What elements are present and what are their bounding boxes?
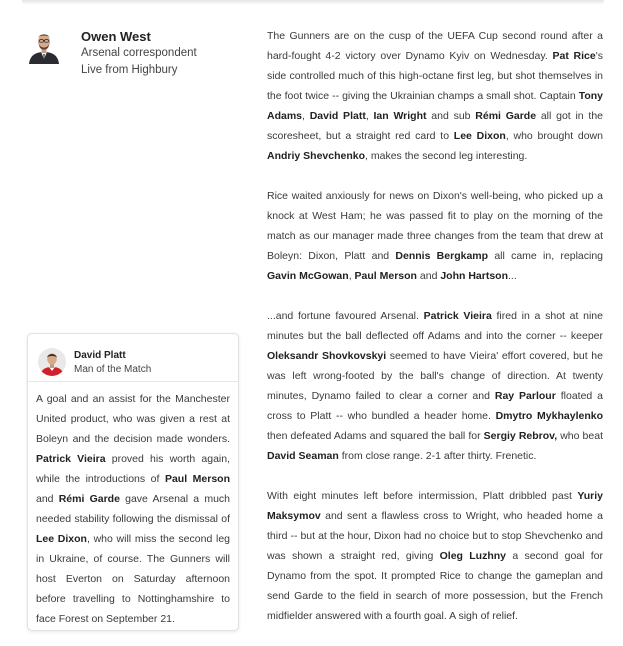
player-name: Patrick Vieira [423, 310, 492, 322]
text-run: and [36, 493, 59, 505]
text-run: all came in, replacing [488, 250, 604, 262]
player-name: Tony Adams [267, 90, 603, 122]
text-run: and [416, 270, 441, 282]
text-run: from close range. 2-1 after thirty. Frenetic. [338, 450, 537, 462]
player-name: John Hartson [440, 270, 508, 282]
text-run: all got in the scoresheet, but a straight red card to [267, 110, 603, 142]
text-run: gave Arsenal a much needed stability following the dismissal of [36, 493, 230, 525]
text-run: , who brought down [505, 130, 603, 142]
motm-name: David Platt [74, 350, 126, 361]
motm-divider [28, 381, 238, 382]
author-name: Owen West [81, 29, 151, 44]
text-run: Rice waited anxiously for news on Dixon's well-being, who picked up a knock at West Ham; he was passed fit to play on the morning of the match as our manager made three changes from the team that drew at Boleyn: Dixon, Platt and [267, 190, 603, 262]
text-run: who beat [557, 430, 603, 442]
motm-role: Man of the Match [74, 364, 152, 375]
player-name: Oleksandr Shovkovskyi [267, 350, 387, 362]
text-run: proved his worth again, while the introductions of [36, 453, 230, 485]
motm-body [36, 389, 230, 629]
player-name: Oleg Luzhny [439, 550, 507, 562]
text-run: , [348, 270, 355, 282]
text-run: fired in a shot at nine minutes but the ball deflected off Adams and into the corner -- keeper [267, 310, 603, 342]
player-name: Dennis Bergkamp [395, 250, 489, 262]
man-of-the-match-card [28, 334, 238, 630]
article-body [267, 26, 603, 646]
text-run: then defeated Adams and squared the ball for [267, 430, 484, 442]
player-name: Yuriy Maksymov [267, 490, 603, 522]
text-run: 's side controlled much of this high-octane first leg, but shot themselves in the foot twice -- giving the Ukrainian champs a small shot. Captain [267, 50, 603, 102]
article-paragraph [267, 306, 603, 466]
author-byline [26, 26, 256, 74]
text-run: and sent a flawless cross to Wright, who headed home a third -- but at the hour, Dixon had no choice but to stop Shevchenko and was shown a straight red, giving [267, 510, 603, 562]
text-run: With eight minutes left before intermission, Platt dribbled past [267, 490, 578, 502]
text-run: and sub [426, 110, 476, 122]
text-run: The Gunners are on the cusp of the UEFA Cup second round after a hard-fought 4-2 victory over Dynamo Kyiv on Wednesday. [267, 30, 603, 62]
author-role: Arsenal correspondent [81, 47, 197, 59]
player-name: Ray Parlour [494, 390, 556, 402]
player-name: Rémi Garde [475, 110, 537, 122]
article-paragraph [267, 26, 603, 166]
player-name: Paul Merson [354, 270, 417, 282]
text-run: floated a cross to Platt -- who bundled a header home. [267, 390, 604, 422]
player-name: Rémi Garde [58, 493, 120, 505]
player-name: Lee Dixon [453, 130, 506, 142]
text-run: , who will miss the second leg in Ukraine, of course. The Gunners will host Everton on Saturday afternoon before travelling to Nottinghamshire to face Forest on September 21. [36, 533, 230, 625]
motm-avatar [38, 348, 66, 376]
text-run: , [302, 110, 310, 122]
article-paragraph [267, 186, 603, 286]
text-run: A goal and an assist for the Manchester United product, who was given a rest at Boleyn and the decision made wonders. [36, 393, 230, 445]
text-run: ... [508, 270, 517, 282]
text-run: , [365, 110, 374, 122]
author-avatar [26, 28, 62, 64]
text-run: , makes the second leg interesting. [365, 150, 528, 162]
player-name: Pat Rice [552, 50, 596, 62]
player-name: Patrick Vieira [36, 453, 106, 465]
text-run: ...and fortune favoured Arsenal. [267, 310, 424, 322]
player-name: David Platt [309, 110, 366, 122]
top-divider [22, 0, 604, 5]
player-name: Andriy Shevchenko [267, 150, 366, 162]
text-run: seemed to have Vieira' effort covered, but he was left wrong-footed by the ball's change of direction. At twenty minutes, Dynamo failed to clear a corner and [267, 350, 603, 402]
author-location: Live from Highbury [81, 64, 178, 76]
player-name: Sergiy Rebrov, [483, 430, 558, 442]
player-name: Dmytro Mykhaylenko [495, 410, 604, 422]
author-portrait [26, 28, 62, 64]
player-name: Gavin McGowan [267, 270, 349, 282]
text-run: a second goal for Dynamo from the spot. It prompted Rice to change the gameplan and send Garde to the field in search of more possession, but the French midfielder answered with a fourth goal. A sigh of relief. [267, 550, 604, 622]
motm-header [38, 348, 228, 380]
player-name: Ian Wright [373, 110, 427, 122]
article-paragraph [267, 486, 603, 626]
player-name: Lee Dixon [36, 533, 87, 545]
motm-portrait [38, 348, 66, 376]
player-name: David Seaman [267, 450, 339, 462]
player-name: Paul Merson [164, 473, 230, 485]
